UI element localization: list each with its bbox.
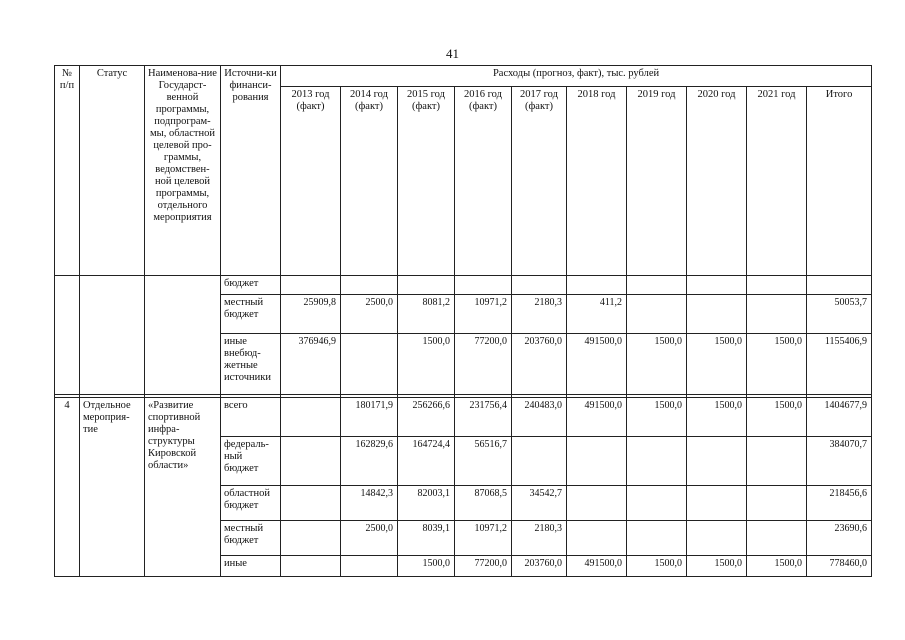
- value-cell: [512, 276, 567, 295]
- cell-empty: [80, 276, 145, 395]
- header-year: 2018 год: [567, 87, 627, 276]
- source-cell: местный бюджет: [221, 521, 281, 556]
- value-cell: [341, 276, 398, 295]
- value-cell: 25909,8: [281, 295, 341, 334]
- value-cell: [627, 276, 687, 295]
- value-cell: [281, 437, 341, 486]
- header-name: Наименова-ние Государст-венной программы, подпрограм-мы, областной целевой про-граммы, ведомствен-ной целевой программы, отдельного мероприятия: [145, 66, 221, 276]
- value-cell: 10971,2: [455, 295, 512, 334]
- value-cell: [747, 276, 807, 295]
- value-cell: [747, 521, 807, 556]
- value-cell: [687, 486, 747, 521]
- value-cell: [455, 276, 512, 295]
- value-cell: 1500,0: [687, 334, 747, 395]
- source-cell: областной бюджет: [221, 486, 281, 521]
- value-cell: 491500,0: [567, 556, 627, 577]
- value-cell: 1500,0: [747, 556, 807, 577]
- value-cell: 256266,6: [398, 398, 455, 437]
- header-status: Статус: [80, 66, 145, 276]
- value-cell: [398, 276, 455, 295]
- value-cell: 56516,7: [455, 437, 512, 486]
- total-cell: 384070,7: [807, 437, 872, 486]
- value-cell: [281, 398, 341, 437]
- source-cell: бюджет: [221, 276, 281, 295]
- value-cell: 203760,0: [512, 334, 567, 395]
- header-year: 2014 год (факт): [341, 87, 398, 276]
- value-cell: [687, 295, 747, 334]
- total-cell: 218456,6: [807, 486, 872, 521]
- value-cell: 87068,5: [455, 486, 512, 521]
- value-cell: [747, 295, 807, 334]
- value-cell: 180171,9: [341, 398, 398, 437]
- header-expenses: Расходы (прогноз, факт), тыс. рублей: [281, 66, 872, 87]
- value-cell: [567, 486, 627, 521]
- value-cell: [627, 486, 687, 521]
- value-cell: [687, 521, 747, 556]
- value-cell: 1500,0: [687, 398, 747, 437]
- value-cell: 491500,0: [567, 398, 627, 437]
- value-cell: 164724,4: [398, 437, 455, 486]
- value-cell: 77200,0: [455, 556, 512, 577]
- value-cell: [687, 437, 747, 486]
- value-cell: 1500,0: [627, 556, 687, 577]
- page-number: 41: [446, 46, 459, 61]
- value-cell: 1500,0: [687, 556, 747, 577]
- value-cell: [747, 486, 807, 521]
- source-cell: иные: [221, 556, 281, 577]
- value-cell: [747, 437, 807, 486]
- value-cell: 376946,9: [281, 334, 341, 395]
- source-cell: всего: [221, 398, 281, 437]
- value-cell: [281, 521, 341, 556]
- value-cell: 411,2: [567, 295, 627, 334]
- total-cell: 1155406,9: [807, 334, 872, 395]
- value-cell: 10971,2: [455, 521, 512, 556]
- value-cell: 8039,1: [398, 521, 455, 556]
- value-cell: 77200,0: [455, 334, 512, 395]
- header-year: 2021 год: [747, 87, 807, 276]
- value-cell: [281, 556, 341, 577]
- total-cell: 778460,0: [807, 556, 872, 577]
- header-year: 2015 год (факт): [398, 87, 455, 276]
- value-cell: 2500,0: [341, 295, 398, 334]
- value-cell: 2180,3: [512, 295, 567, 334]
- value-cell: [341, 334, 398, 395]
- value-cell: 2500,0: [341, 521, 398, 556]
- table-row: [55, 398, 872, 437]
- total-cell: 23690,6: [807, 521, 872, 556]
- header-year: 2020 год: [687, 87, 747, 276]
- row-name: «Развитие спортивной инфра-структуры Кировской области»: [145, 398, 221, 577]
- header-no: № п/п: [55, 66, 80, 276]
- header-year: 2017 год (факт): [512, 87, 567, 276]
- header-row-1: [55, 66, 872, 87]
- value-cell: 203760,0: [512, 556, 567, 577]
- value-cell: 82003,1: [398, 486, 455, 521]
- header-year: 2019 год: [627, 87, 687, 276]
- value-cell: [567, 521, 627, 556]
- header-year: 2016 год (факт): [455, 87, 512, 276]
- header-total: Итого: [807, 87, 872, 276]
- header-year: 2013 год (факт): [281, 87, 341, 276]
- value-cell: 34542,7: [512, 486, 567, 521]
- row-status: Отдельное мероприя-тие: [80, 398, 145, 577]
- value-cell: [627, 521, 687, 556]
- value-cell: 1500,0: [398, 556, 455, 577]
- value-cell: 1500,0: [627, 334, 687, 395]
- value-cell: [687, 276, 747, 295]
- value-cell: [512, 437, 567, 486]
- value-cell: 1500,0: [627, 398, 687, 437]
- value-cell: 14842,3: [341, 486, 398, 521]
- value-cell: 1500,0: [747, 334, 807, 395]
- value-cell: [567, 276, 627, 295]
- value-cell: 2180,3: [512, 521, 567, 556]
- value-cell: 231756,4: [455, 398, 512, 437]
- cell-empty: [145, 276, 221, 395]
- total-cell: 1404677,9: [807, 398, 872, 437]
- value-cell: 8081,2: [398, 295, 455, 334]
- row-number: 4: [55, 398, 80, 577]
- budget-table: [54, 65, 872, 577]
- cell-empty: [55, 276, 80, 395]
- header-source: Источни-ки финанси-рования: [221, 66, 281, 276]
- table-row: [55, 276, 872, 295]
- value-cell: [627, 295, 687, 334]
- value-cell: [341, 556, 398, 577]
- total-cell: 50053,7: [807, 295, 872, 334]
- source-cell: иные внебюд-жетные источники: [221, 334, 281, 395]
- value-cell: [281, 486, 341, 521]
- value-cell: 1500,0: [398, 334, 455, 395]
- value-cell: 162829,6: [341, 437, 398, 486]
- value-cell: [627, 437, 687, 486]
- source-cell: федераль-ный бюджет: [221, 437, 281, 486]
- source-cell: местный бюджет: [221, 295, 281, 334]
- total-cell: [807, 276, 872, 295]
- value-cell: [567, 437, 627, 486]
- value-cell: 240483,0: [512, 398, 567, 437]
- value-cell: 1500,0: [747, 398, 807, 437]
- value-cell: [281, 276, 341, 295]
- value-cell: 491500,0: [567, 334, 627, 395]
